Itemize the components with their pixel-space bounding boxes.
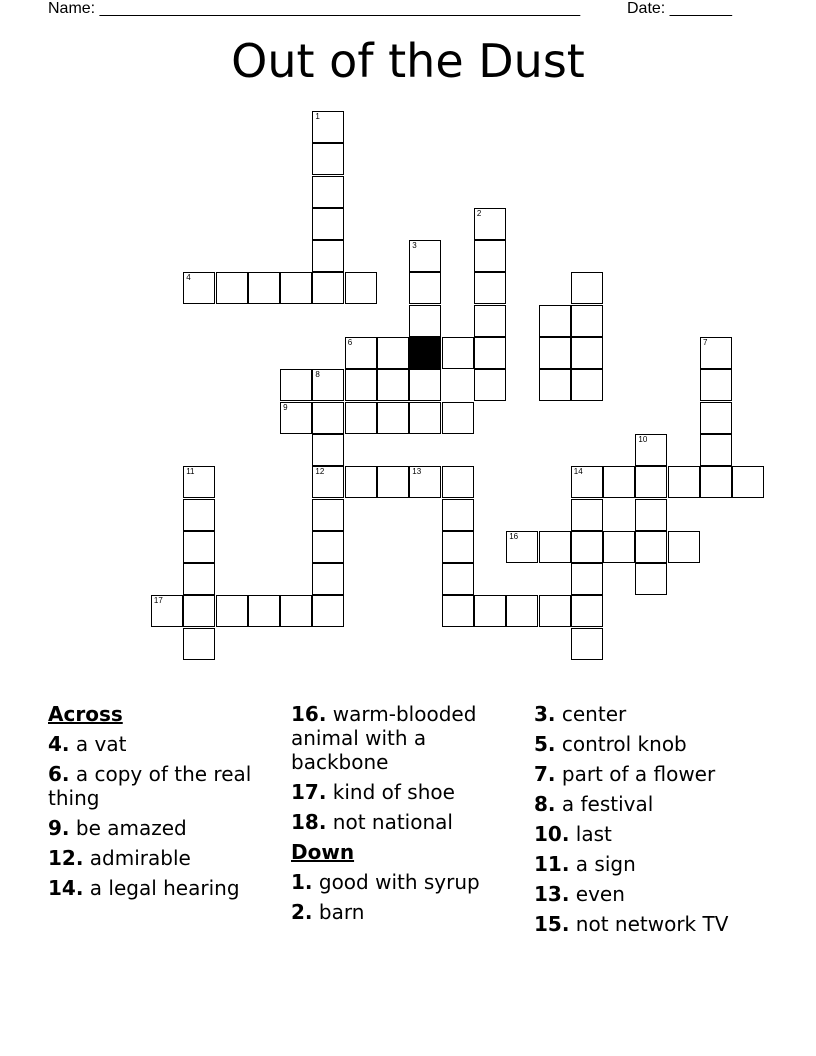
crossword-cell[interactable] <box>571 595 603 627</box>
clue-item <box>534 702 794 726</box>
clue-item <box>291 780 523 804</box>
clue-item-number: 2. <box>291 900 313 924</box>
clue-item-text: a vat <box>69 732 127 756</box>
clue-number: 4 <box>186 273 191 283</box>
clue-item-number: 5. <box>534 732 556 756</box>
clue-item-text: even <box>569 882 625 906</box>
crossword-cell[interactable] <box>345 466 377 498</box>
crossword-cell[interactable] <box>312 143 344 175</box>
clue-number: 16 <box>509 531 519 541</box>
clue-number: 10 <box>638 434 648 444</box>
crossword-cell[interactable] <box>280 369 312 401</box>
crossword-cell[interactable] <box>442 531 474 563</box>
page-title: Out of the Dust <box>231 34 585 88</box>
clue-item <box>291 810 523 834</box>
crossword-cell[interactable] <box>442 499 474 531</box>
clue-number: 12 <box>315 467 325 477</box>
crossword-cell[interactable] <box>571 466 603 498</box>
clue-item-text: admirable <box>83 846 191 870</box>
crossword-cell[interactable] <box>732 466 764 498</box>
clue-item-number: 13. <box>534 882 570 906</box>
clue-item-text: kind of shoe <box>326 780 455 804</box>
crossword-cell[interactable] <box>280 272 312 304</box>
crossword-cell[interactable] <box>442 337 474 369</box>
crossword-cell[interactable] <box>571 628 603 660</box>
crossword-cell[interactable] <box>312 208 344 240</box>
clue-item-text: barn <box>312 900 365 924</box>
clue-item-text: good with syrup <box>312 870 480 894</box>
crossword-cell[interactable] <box>312 402 344 434</box>
clue-item <box>291 702 523 774</box>
clue-item <box>48 762 278 810</box>
clue-item-number: 12. <box>48 846 84 870</box>
crossword-cell[interactable] <box>539 531 571 563</box>
clue-item-number: 6. <box>48 762 70 786</box>
crossword-cell[interactable] <box>635 531 667 563</box>
crossword-cell[interactable] <box>345 272 377 304</box>
crossword-cell[interactable] <box>409 369 441 401</box>
crossword-cell[interactable] <box>312 369 344 401</box>
clue-item-text: a legal hearing <box>83 876 240 900</box>
crossword-cell[interactable] <box>345 369 377 401</box>
crossword-cell[interactable] <box>216 272 248 304</box>
crossword-cell[interactable] <box>248 272 280 304</box>
crossword-cell[interactable] <box>312 563 344 595</box>
crossword-cell[interactable] <box>312 595 344 627</box>
crossword-cell[interactable] <box>539 369 571 401</box>
clue-item-number: 9. <box>48 816 70 840</box>
crossword-cell[interactable] <box>312 272 344 304</box>
crossword-cell[interactable] <box>345 402 377 434</box>
clue-number: 2 <box>476 208 482 218</box>
crossword-cell[interactable] <box>312 499 344 531</box>
crossword-cell[interactable] <box>183 499 215 531</box>
clue-item <box>534 792 794 816</box>
crossword-cell[interactable] <box>183 595 215 627</box>
crossword-cell[interactable] <box>312 111 344 143</box>
crossword-cell[interactable] <box>409 305 441 337</box>
clue-item-number: 7. <box>534 762 556 786</box>
clue-item-text: part of a flower <box>555 762 716 786</box>
crossword-cell[interactable] <box>571 499 603 531</box>
clue-column-2 <box>291 702 523 930</box>
crossword-cell[interactable] <box>312 466 344 498</box>
crossword-cell[interactable] <box>312 240 344 272</box>
clue-item-text: last <box>569 822 612 846</box>
crossword-cell[interactable] <box>571 563 603 595</box>
clue-item-text: not network TV <box>569 912 729 936</box>
crossword-cell[interactable] <box>571 305 603 337</box>
crossword-cell[interactable] <box>668 531 700 563</box>
crossword-cell[interactable] <box>571 369 603 401</box>
crossword-cell[interactable] <box>377 466 409 498</box>
clue-number: 13 <box>412 467 422 477</box>
crossword-cell[interactable] <box>312 434 344 466</box>
crossword-cell[interactable] <box>474 305 506 337</box>
crossword-cell[interactable] <box>700 369 732 401</box>
clue-item <box>291 900 523 924</box>
clue-item-number: 17. <box>291 780 327 804</box>
crossword-cell[interactable] <box>474 208 506 240</box>
crossword-cell[interactable] <box>183 563 215 595</box>
clue-item-number: 4. <box>48 732 70 756</box>
crossword-cell[interactable] <box>377 369 409 401</box>
clue-number: 17 <box>153 596 163 606</box>
clue-item-number: 16. <box>291 702 327 726</box>
crossword-cell[interactable] <box>603 466 635 498</box>
crossword-cell[interactable] <box>183 628 215 660</box>
crossword-cell[interactable] <box>635 499 667 531</box>
crossword-black-cell <box>409 337 441 369</box>
clue-item-number: 10. <box>534 822 570 846</box>
crossword-cell[interactable] <box>248 595 280 627</box>
clue-item-number: 8. <box>534 792 556 816</box>
clue-item-text: a sign <box>569 852 636 876</box>
crossword-cell[interactable] <box>377 337 409 369</box>
crossword-cell[interactable] <box>312 176 344 208</box>
crossword-cell[interactable] <box>442 595 474 627</box>
clue-item <box>48 846 278 870</box>
crossword-cell[interactable] <box>312 531 344 563</box>
clue-number: 9 <box>283 402 288 412</box>
crossword-cell[interactable] <box>442 563 474 595</box>
crossword-cell[interactable] <box>700 337 732 369</box>
crossword-cell[interactable] <box>539 305 571 337</box>
clue-item <box>534 822 794 846</box>
crossword-cell[interactable] <box>571 272 603 304</box>
crossword-cell[interactable] <box>700 402 732 434</box>
crossword-cell[interactable] <box>474 337 506 369</box>
crossword-cell[interactable] <box>183 466 215 498</box>
crossword-cell[interactable] <box>571 337 603 369</box>
clue-number: 1 <box>315 111 320 121</box>
crossword-cell[interactable] <box>506 531 538 563</box>
crossword-cell[interactable] <box>539 595 571 627</box>
crossword-cell[interactable] <box>700 466 732 498</box>
clue-number: 7 <box>703 338 708 347</box>
crossword-cell[interactable] <box>506 595 538 627</box>
clue-item <box>534 762 794 786</box>
crossword-cell[interactable] <box>409 272 441 304</box>
name-field-label: Name: ______________________________________________________ <box>48 0 581 17</box>
crossword-cell[interactable] <box>700 434 732 466</box>
crossword-cell[interactable] <box>635 434 667 466</box>
clue-item <box>534 882 794 906</box>
date-field-label: Date: _______ <box>627 0 732 17</box>
clue-number: 3 <box>412 241 417 251</box>
clue-item-number: 3. <box>534 702 556 726</box>
down-heading: Down <box>291 840 355 864</box>
across-heading: Across <box>48 702 123 726</box>
clue-item-number: 1. <box>291 870 313 894</box>
clue-number: 6 <box>347 338 353 347</box>
clue-item-text: a copy of the real thing <box>48 762 252 810</box>
clue-item <box>48 732 278 756</box>
crossword-cell[interactable] <box>216 595 248 627</box>
crossword-cell[interactable] <box>635 466 667 498</box>
crossword-cell[interactable] <box>442 402 474 434</box>
crossword-cell[interactable] <box>668 466 700 498</box>
crossword-cell[interactable] <box>474 595 506 627</box>
clue-number: 8 <box>315 370 320 380</box>
clue-column-3 <box>534 702 794 942</box>
crossword-cell[interactable] <box>280 595 312 627</box>
clue-item-number: 11. <box>534 852 570 876</box>
crossword-cell[interactable] <box>474 369 506 401</box>
clue-item-number: 18. <box>291 810 327 834</box>
crossword-cell[interactable] <box>442 466 474 498</box>
clue-item <box>534 732 794 756</box>
clue-item-text: be amazed <box>69 816 187 840</box>
crossword-cell[interactable] <box>539 337 571 369</box>
crossword-cell[interactable] <box>151 595 183 627</box>
crossword-cell[interactable] <box>571 531 603 563</box>
crossword-cell[interactable] <box>183 531 215 563</box>
crossword-cell[interactable] <box>409 402 441 434</box>
clue-item-number: 14. <box>48 876 84 900</box>
clue-item-text: a festival <box>555 792 654 816</box>
crossword-cell[interactable] <box>474 240 506 272</box>
clue-number: 11 <box>186 467 195 477</box>
clue-item <box>48 876 278 900</box>
clue-item <box>534 852 794 876</box>
clue-number: 14 <box>573 467 583 477</box>
crossword-cell[interactable] <box>183 272 215 304</box>
clue-column-1 <box>48 702 278 906</box>
crossword-cell[interactable] <box>409 240 441 272</box>
clue-item <box>291 870 523 894</box>
crossword-cell[interactable] <box>409 466 441 498</box>
clue-item-text: warm-blooded animal with a backbone <box>291 702 477 774</box>
crossword-cell[interactable] <box>377 402 409 434</box>
crossword-cell[interactable] <box>603 531 635 563</box>
clue-item-number: 15. <box>534 912 570 936</box>
clue-item-text: center <box>555 702 627 726</box>
clue-item <box>48 816 278 840</box>
crossword-cell[interactable] <box>345 337 377 369</box>
crossword-cell[interactable] <box>474 272 506 304</box>
crossword-cell[interactable] <box>280 402 312 434</box>
clue-item-text: not national <box>326 810 453 834</box>
clue-item <box>534 912 794 936</box>
crossword-cell[interactable] <box>635 563 667 595</box>
clue-item-text: control knob <box>555 732 687 756</box>
